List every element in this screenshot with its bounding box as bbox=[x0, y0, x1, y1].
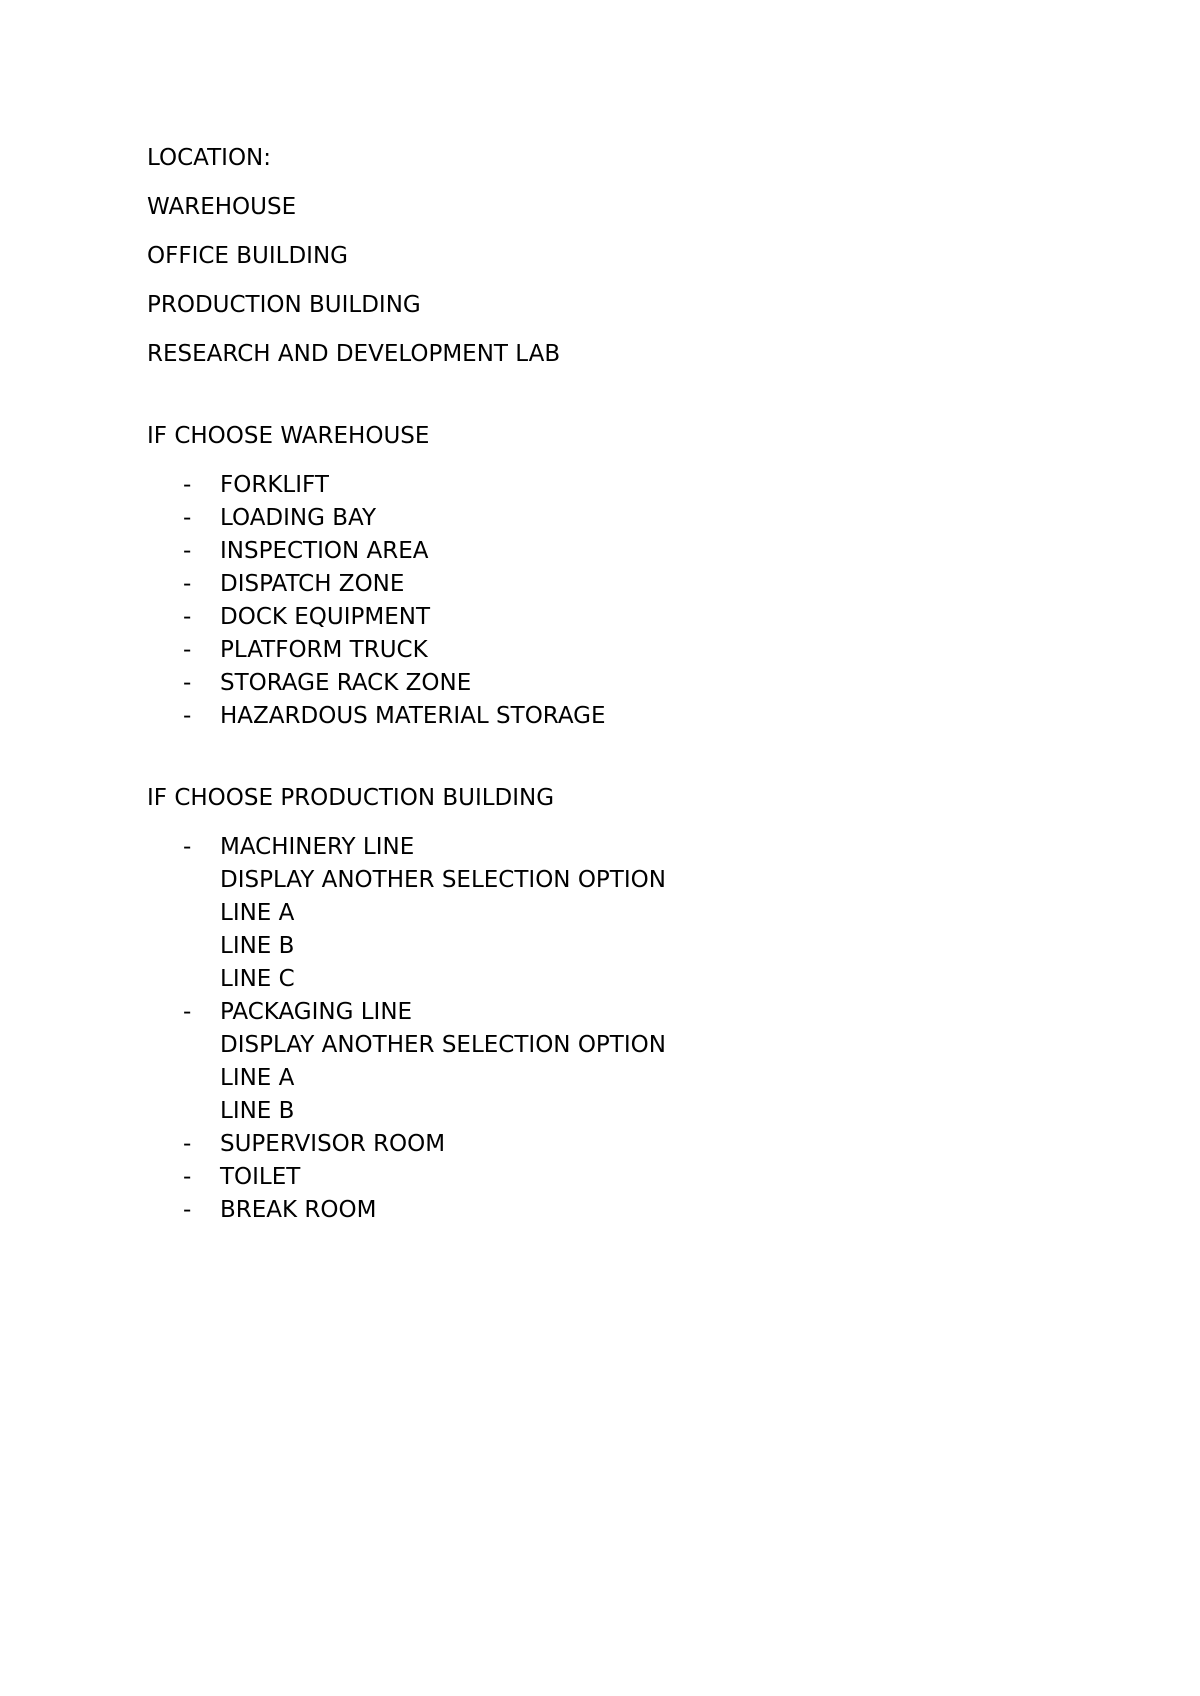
list-item-label: STORAGE RACK ZONE bbox=[220, 670, 472, 696]
warehouse-list bbox=[147, 469, 1047, 733]
list-item bbox=[147, 634, 1047, 667]
list-item bbox=[147, 667, 1047, 700]
location-heading: LOCATION: bbox=[147, 145, 271, 171]
list-item-label: TOILET bbox=[220, 1164, 301, 1190]
location-option-office-building: OFFICE BUILDING bbox=[147, 243, 348, 269]
dash-bullet: - bbox=[183, 538, 192, 564]
list-item-label: HAZARDOUS MATERIAL STORAGE bbox=[220, 703, 606, 729]
dash-bullet: - bbox=[183, 1197, 192, 1223]
sub-item: LINE B bbox=[220, 933, 295, 959]
dash-bullet: - bbox=[183, 604, 192, 630]
list-item bbox=[147, 502, 1047, 535]
sub-item: DISPLAY ANOTHER SELECTION OPTION bbox=[220, 1032, 666, 1058]
warehouse-heading: IF CHOOSE WAREHOUSE bbox=[147, 423, 430, 449]
sub-item: DISPLAY ANOTHER SELECTION OPTION bbox=[220, 867, 666, 893]
list-item bbox=[147, 601, 1047, 634]
list-item bbox=[147, 1161, 1047, 1194]
list-item bbox=[147, 535, 1047, 568]
list-item bbox=[147, 1128, 1047, 1161]
dash-bullet: - bbox=[183, 637, 192, 663]
list-item-label: SUPERVISOR ROOM bbox=[220, 1131, 446, 1157]
dash-bullet: - bbox=[183, 505, 192, 531]
list-item bbox=[147, 469, 1047, 502]
list-item-label: PLATFORM TRUCK bbox=[220, 637, 428, 663]
list-item bbox=[147, 568, 1047, 601]
list-item bbox=[147, 700, 1047, 733]
list-item-label: BREAK ROOM bbox=[220, 1197, 377, 1223]
dash-bullet: - bbox=[183, 1131, 192, 1157]
list-item-label: DOCK EQUIPMENT bbox=[220, 604, 431, 630]
production-list bbox=[147, 831, 1047, 1227]
location-option-rnd-lab: RESEARCH AND DEVELOPMENT LAB bbox=[147, 341, 561, 367]
list-item bbox=[147, 831, 1047, 996]
location-option-warehouse: WAREHOUSE bbox=[147, 194, 297, 220]
sub-item: LINE B bbox=[220, 1098, 295, 1124]
sub-item: LINE A bbox=[220, 900, 295, 926]
document-body bbox=[147, 142, 1047, 1227]
list-item-label: MACHINERY LINE bbox=[220, 834, 415, 860]
dash-bullet: - bbox=[183, 999, 192, 1025]
sub-item: LINE C bbox=[220, 966, 295, 992]
dash-bullet: - bbox=[183, 571, 192, 597]
list-item bbox=[147, 996, 1047, 1128]
dash-bullet: - bbox=[183, 703, 192, 729]
dash-bullet: - bbox=[183, 834, 192, 860]
list-item bbox=[147, 1194, 1047, 1227]
spacer bbox=[147, 387, 1047, 420]
sub-item: LINE A bbox=[220, 1065, 295, 1091]
dash-bullet: - bbox=[183, 1164, 192, 1190]
list-item-label: FORKLIFT bbox=[220, 472, 329, 498]
dash-bullet: - bbox=[183, 472, 192, 498]
list-item-label: INSPECTION AREA bbox=[220, 538, 429, 564]
production-heading: IF CHOOSE PRODUCTION BUILDING bbox=[147, 785, 555, 811]
spacer bbox=[147, 733, 1047, 766]
list-item-label: LOADING BAY bbox=[220, 505, 377, 531]
list-item-label: PACKAGING LINE bbox=[220, 999, 413, 1025]
list-item-label: DISPATCH ZONE bbox=[220, 571, 405, 597]
location-option-production-building: PRODUCTION BUILDING bbox=[147, 292, 421, 318]
dash-bullet: - bbox=[183, 670, 192, 696]
